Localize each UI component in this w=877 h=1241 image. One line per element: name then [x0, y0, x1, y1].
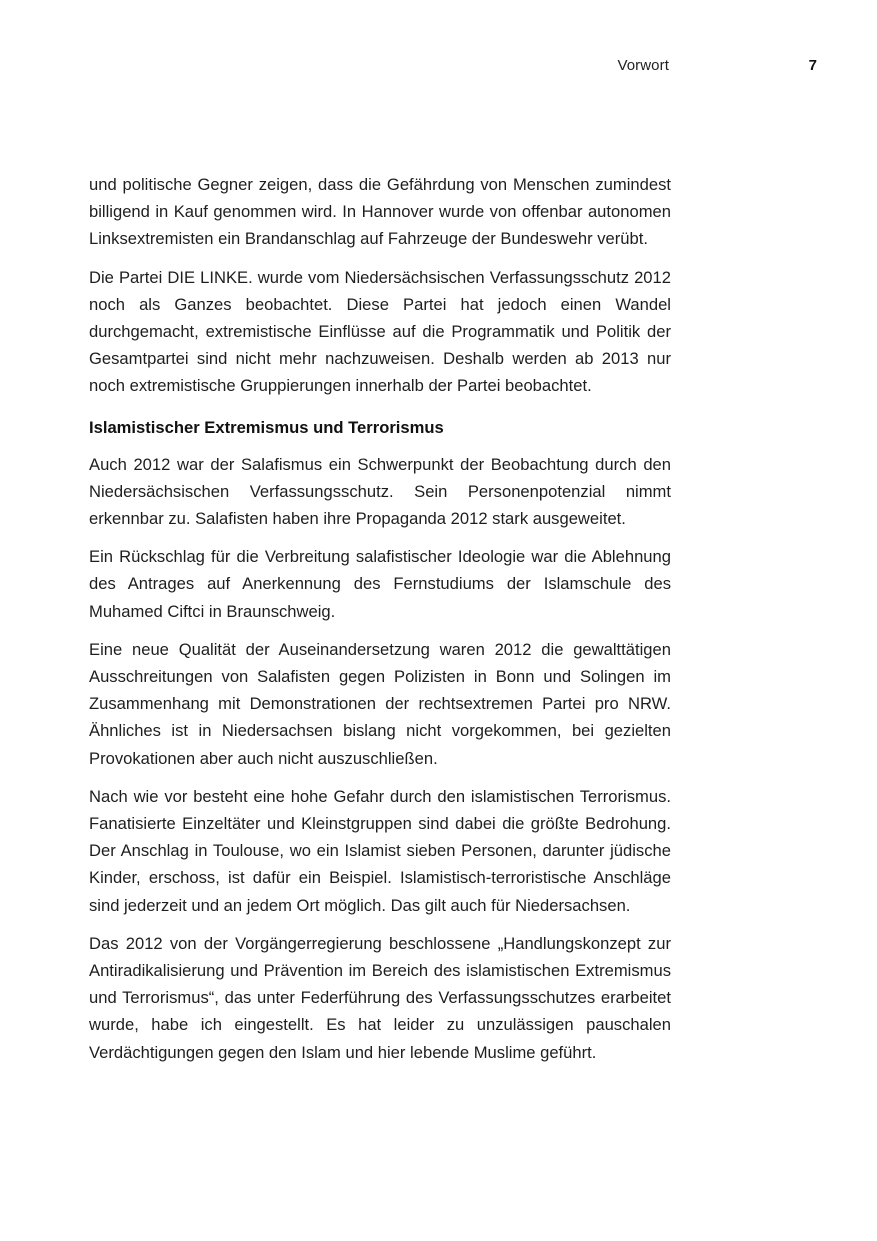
- paragraph-7: Das 2012 von der Vorgängerregierung beschlossene „Handlungskonzept zur Antiradikalisierung und Prävention im Bereich des islamistischen Extremismus und Terrorismus“, das unter Federführung des Verfassungsschutzes erarbeitet wurde, habe ich eingestellt. Es hat leider zu unzulässigen pauschalen Verdächtigungen gegen den Islam und hier lebende Muslime geführt.: [89, 933, 671, 1062]
- paragraph-5: Eine neue Qualität der Auseinandersetzung waren 2012 die gewalttätigen Ausschreitungen von Salafisten gegen Polizisten in Bonn und Solingen im Zusammenhang mit Demonstrationen der rechtsextremen Partei pro NRW. Ähnliches ist in Niedersachsen bislang nicht vorgekommen, bei gezielten Provokationen aber auch nicht auszuschließen.: [89, 639, 671, 768]
- page-number: 7: [808, 57, 817, 74]
- running-head: [0, 57, 877, 77]
- running-head-section-title: Vorwort: [617, 57, 669, 74]
- paragraph-2: Die Partei DIE LINKE. wurde vom Niedersächsischen Verfassungsschutz 2012 noch als Ganzes beobachtet. Diese Partei hat jedoch einen Wandel durchgemacht, extremistische Einflüsse auf die Programmatik und Politik der Gesamtpartei sind nicht mehr nachzuweisen. Deshalb werden ab 2013 nur noch extremistische Gruppierungen innerhalb der Partei beobachtet.: [89, 267, 671, 396]
- paragraph-6: Nach wie vor besteht eine hohe Gefahr durch den islamistischen Terrorismus. Fanatisierte Einzeltäter und Kleinstgruppen sind dabei die größte Bedrohung. Der Anschlag in Toulouse, wo ein Islamist sieben Personen, darunter jüdische Kinder, erschoss, ist dafür ein Beispiel. Islamistisch-terroristische Anschläge sind jederzeit und an jedem Ort möglich. Das gilt auch für Niedersachsen.: [89, 786, 671, 915]
- paragraph-3: Auch 2012 war der Salafismus ein Schwerpunkt der Beobachtung durch den Niedersächsischen Verfassungsschutz. Sein Personenpotenzial nimmt erkennbar zu. Salafisten haben ihre Propaganda 2012 stark ausgeweitet.: [89, 454, 671, 529]
- section-heading: Islamistischer Extremismus und Terrorismus: [89, 417, 444, 437]
- main-text-column: [89, 171, 671, 1077]
- paragraph-1: und politische Gegner zeigen, dass die Gefährdung von Menschen zumindest billigend in Kauf genommen wird. In Hannover wurde von offenbar autonomen Linksextremisten ein Brandanschlag auf Fahrzeuge der Bundeswehr verübt.: [89, 175, 671, 249]
- paragraph-4: Ein Rückschlag für die Verbreitung salafistischer Ideologie war die Ablehnung des Antrages auf Anerkennung des Fernstudiums der Islamschule des Muhamed Ciftci in Braunschweig.: [89, 547, 671, 621]
